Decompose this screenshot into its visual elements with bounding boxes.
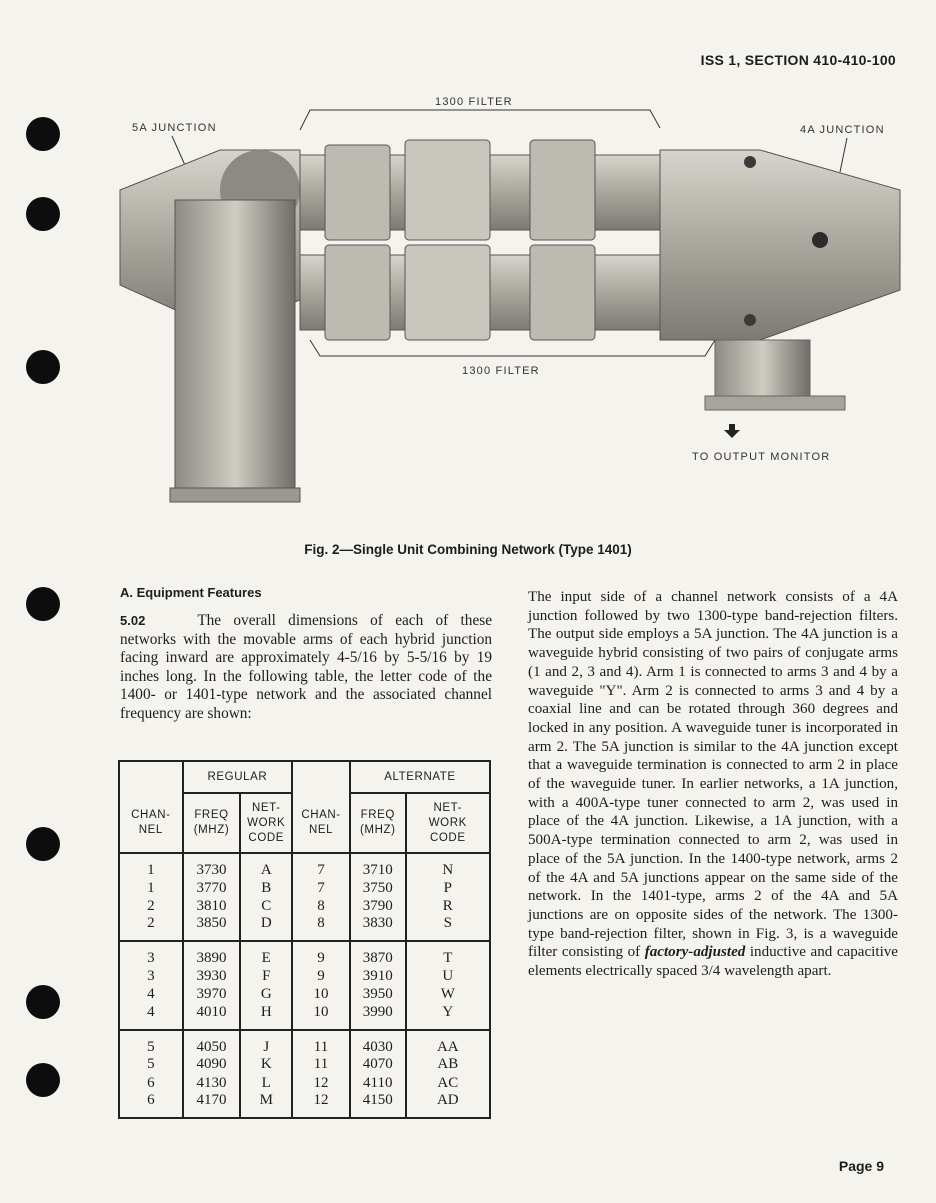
table-cell: 4 <box>147 1003 155 1020</box>
binder-hole <box>26 1063 60 1097</box>
binder-hole <box>26 117 60 151</box>
table-cell: U <box>406 967 490 985</box>
table-cell: 8 <box>292 915 350 941</box>
col-code-alt: NET- WORK CODE <box>406 793 490 853</box>
table-cell: 9 <box>292 941 350 967</box>
group-regular: REGULAR <box>183 761 293 793</box>
table-cell: 4130 <box>183 1074 241 1092</box>
table-cell: 9 <box>292 967 350 985</box>
table-cell: AA <box>406 1030 490 1056</box>
paragraph-text: The overall dimensions of each of these networks with the movable arms of each hybrid junction facing inward are approximately 4-5/16 by 5-5/16 by 19 inches long. In the following table, the letter code of the 1400- or 1401-type network and the associated channel frequency are shown: <box>120 612 492 722</box>
table-cell: 8 <box>292 897 350 915</box>
table-cell: 3990 <box>350 1004 406 1030</box>
table-cell: 7 <box>292 879 350 897</box>
table-cell: G <box>240 986 292 1004</box>
table-cell: AD <box>406 1092 490 1118</box>
col-freq: FREQ (MHZ) <box>183 793 241 853</box>
table-cell: 3850 <box>183 915 241 941</box>
table-cell: 6 <box>147 1074 155 1091</box>
table-cell: Y <box>406 1004 490 1030</box>
table-cell: 3890 <box>183 941 241 967</box>
table-cell: 4030 <box>350 1030 406 1056</box>
table-row <box>119 1074 490 1092</box>
table-row <box>119 1056 490 1074</box>
table-cell: 12 <box>292 1074 350 1092</box>
table-cell: F <box>240 967 292 985</box>
table-cell: 11 <box>292 1056 350 1074</box>
section-heading: A. Equipment Features <box>120 585 262 600</box>
table-cell: 4170 <box>183 1092 241 1118</box>
table-cell: 1 <box>147 879 155 896</box>
junction-4a-label: 4A JUNCTION <box>800 124 885 136</box>
table-cell: A <box>240 853 292 879</box>
table-cell: 12 <box>292 1092 350 1118</box>
table-cell: 4150 <box>350 1092 406 1118</box>
table-cell: 3770 <box>183 879 241 897</box>
paragraph-right-text: The input side of a channel network consists of a 4A junction followed by two 1300-type band-rejection filters. The output side employs a 5A junction. The 4A junction is a waveguide hybrid consisting of two pairs of conjugate arms (1 and 2, 3 and 4). Arm 1 is connected to arms 3 and 4 by a waveguide "Y". Arm 2 is connected to arms 3 and 4 by a coaxial line and can be rotated through 360 degrees and locked in any position. A waveguide tuner is incorporated in arm 2. The 5A junction is similar to the 4A junction except that a waveguide termination is connected to arm 2 in place of the waveguide tuner. In earlier networks, a 1A junction, with a 400A-type tuner connected to arm 2, was used in place of the 4A junction. Likewise, a 1A junction, with a 500A-type termination connected to arm 2, was used in place of the 5A junction. In the 1400-type network, arms 2 of the 4A and 5A junctions appear on the same side of the network. In the 1401-type, arms 2 of the 4A and 5A junctions are on opposite sides of the network. The 1300-type band-rejection filter, shown in Fig. 3, is a waveguide filter consisting of <box>528 589 898 961</box>
paragraph-right-text-end: inductive and capacitive elements electrically spaced 3/4 wavelength apart. <box>528 944 899 980</box>
table-cell: 5 <box>147 1056 155 1073</box>
table-cell: C <box>240 897 292 915</box>
table-row <box>119 879 490 897</box>
table-cell: 3 <box>119 941 183 967</box>
table-cell: 4010 <box>183 1004 241 1030</box>
table-cell: 2 <box>147 897 155 914</box>
table-cell: 2 <box>147 915 155 932</box>
table-row <box>119 1030 490 1056</box>
output-monitor-label: TO OUTPUT MONITOR <box>692 451 831 463</box>
table-cell: 3710 <box>350 853 406 879</box>
table-cell: 6 <box>147 1092 155 1109</box>
page-number: Page 9 <box>838 1158 884 1174</box>
paragraph-number: 5.02 <box>120 613 146 628</box>
table-cell: 10 <box>292 986 350 1004</box>
col-freq-alt: FREQ (MHZ) <box>350 793 406 853</box>
table-cell: D <box>240 915 292 941</box>
table-cell: AB <box>406 1056 490 1074</box>
table-cell: 4 <box>147 986 155 1003</box>
table-cell: 3930 <box>183 967 241 985</box>
table-cell: 3970 <box>183 986 241 1004</box>
table-cell: 4050 <box>183 1030 241 1056</box>
table-cell: 3910 <box>350 967 406 985</box>
junction-5a-label: 5A JUNCTION <box>132 122 217 134</box>
group-alternate: ALTERNATE <box>350 761 490 793</box>
figure-caption: Fig. 2—Single Unit Combining Network (Type 1401) <box>304 542 632 557</box>
table-cell: 7 <box>292 853 350 879</box>
table-row <box>119 915 490 941</box>
table-row <box>119 853 490 879</box>
table-cell: L <box>240 1074 292 1092</box>
binder-hole <box>26 827 60 861</box>
binder-hole <box>26 350 60 384</box>
frequency-table <box>118 760 491 1119</box>
table-cell: AC <box>406 1074 490 1092</box>
table-cell: R <box>406 897 490 915</box>
table-row <box>119 986 490 1004</box>
table-cell: 1 <box>119 853 183 879</box>
emphasis-text: factory-adjusted <box>644 944 746 961</box>
table-cell: 3830 <box>350 915 406 941</box>
table-cell: 4090 <box>183 1056 241 1074</box>
col-channel: CHAN- NEL <box>131 808 171 836</box>
table-cell: 3730 <box>183 853 241 879</box>
binder-hole <box>26 197 60 231</box>
table-cell: P <box>406 879 490 897</box>
table-cell: 3 <box>147 967 155 984</box>
table-cell: 3950 <box>350 986 406 1004</box>
table-cell: S <box>406 915 490 941</box>
table-cell: M <box>240 1092 292 1118</box>
paragraph-5-02 <box>120 612 492 724</box>
binder-hole <box>26 985 60 1019</box>
table-cell: 3810 <box>183 897 241 915</box>
table-cell: 4070 <box>350 1056 406 1074</box>
table-row <box>119 897 490 915</box>
table-cell: W <box>406 986 490 1004</box>
table-cell: 3750 <box>350 879 406 897</box>
table-row <box>119 1004 490 1030</box>
table-cell: J <box>240 1030 292 1056</box>
binder-hole <box>26 587 60 621</box>
table-cell: H <box>240 1004 292 1030</box>
table-cell: 3870 <box>350 941 406 967</box>
table-cell: 3790 <box>350 897 406 915</box>
table-cell: E <box>240 941 292 967</box>
table-cell: B <box>240 879 292 897</box>
table-cell: 5 <box>119 1030 183 1056</box>
table-row <box>119 1092 490 1118</box>
col-code: NET- WORK CODE <box>240 793 292 853</box>
table-cell: 4110 <box>350 1074 406 1092</box>
table-cell: 10 <box>292 1004 350 1030</box>
table-row <box>119 941 490 967</box>
filter-top-label: 1300 FILTER <box>435 96 513 108</box>
network-photo <box>110 90 910 515</box>
table-cell: N <box>406 853 490 879</box>
col-channel-alt: CHAN- NEL <box>301 808 341 836</box>
table-cell: T <box>406 941 490 967</box>
table-row <box>119 967 490 985</box>
filter-bottom-label: 1300 FILTER <box>462 365 540 377</box>
table-cell: 11 <box>292 1030 350 1056</box>
paragraph-right <box>528 588 898 981</box>
table-cell: K <box>240 1056 292 1074</box>
document-header: ISS 1, SECTION 410-410-100 <box>700 52 896 68</box>
